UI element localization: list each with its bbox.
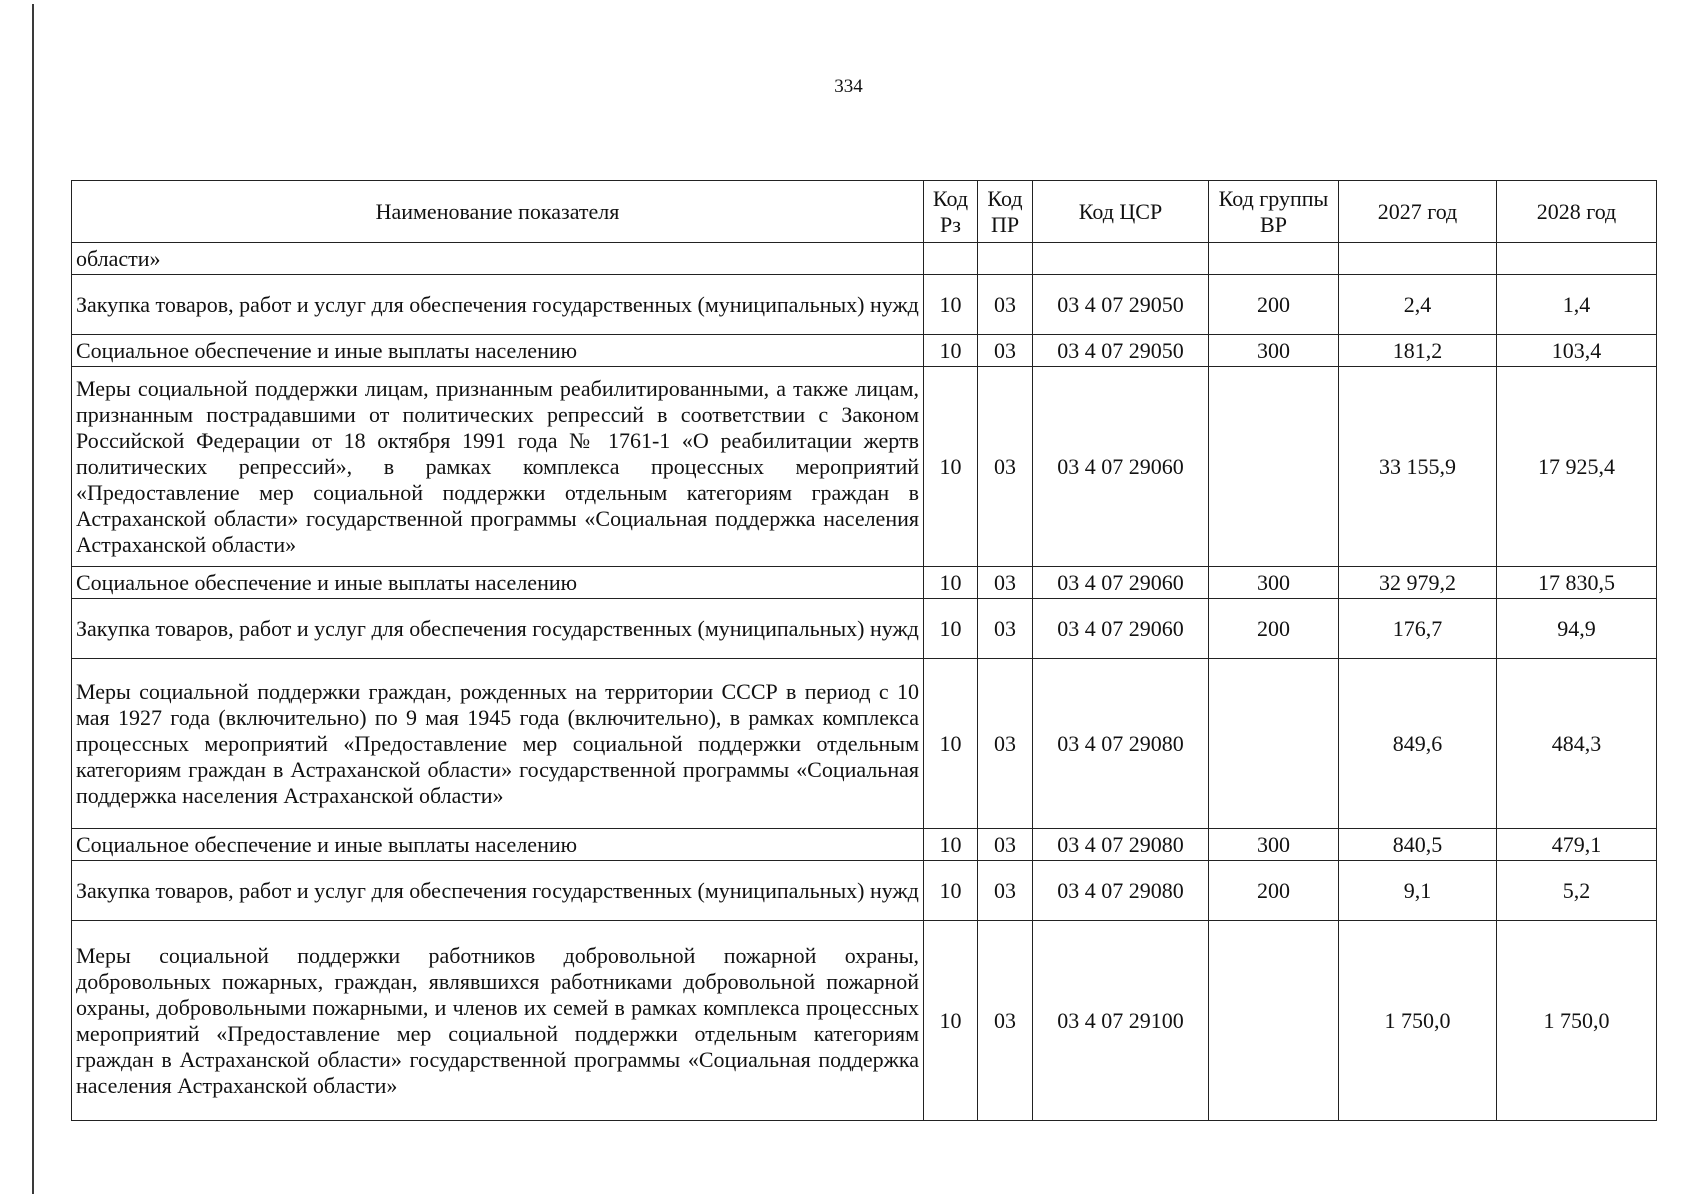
page-number: 334 [834, 76, 863, 97]
row-2027-cell: 176,7 [1339, 599, 1497, 659]
row-2028-cell: 484,3 [1497, 659, 1657, 829]
row-name-cell: области» [72, 243, 924, 275]
row-pr-cell: 03 [978, 921, 1033, 1121]
header-vr: Код группы ВР [1209, 181, 1339, 243]
row-rz-cell: 10 [924, 829, 978, 861]
row-vr-cell: 300 [1209, 335, 1339, 367]
row-pr-cell: 03 [978, 275, 1033, 335]
row-vr-cell: 200 [1209, 861, 1339, 921]
table-row [72, 861, 1657, 921]
row-2028-cell: 103,4 [1497, 335, 1657, 367]
row-csr-cell: 03 4 07 29060 [1033, 567, 1209, 599]
row-2028-cell: 17 830,5 [1497, 567, 1657, 599]
table-row [72, 335, 1657, 367]
row-2028-cell: 17 925,4 [1497, 367, 1657, 567]
row-name-cell: Меры социальной поддержки работников добровольной пожарной охраны, добровольных пожарных, граждан, являвшихся работниками добровольной пожарной охраны, добровольными пожарными, и членов их семей в рамках комплекса процессных мероприятий «Предоставление мер социальной поддержки отдельным категориям граждан в Астраханской области» государственной программы «Социальная поддержка населения Астраханской области» [72, 921, 924, 1121]
row-rz-cell [924, 243, 978, 275]
row-2027-cell: 849,6 [1339, 659, 1497, 829]
row-vr-cell [1209, 921, 1339, 1121]
row-rz-cell: 10 [924, 861, 978, 921]
row-rz-cell: 10 [924, 275, 978, 335]
header-name: Наименование показателя [72, 181, 924, 243]
row-pr-cell: 03 [978, 335, 1033, 367]
row-2027-cell: 181,2 [1339, 335, 1497, 367]
row-csr-cell: 03 4 07 29060 [1033, 599, 1209, 659]
row-2027-cell: 840,5 [1339, 829, 1497, 861]
table-row [72, 243, 1657, 275]
table-row [72, 567, 1657, 599]
row-vr-cell [1209, 243, 1339, 275]
row-vr-cell [1209, 659, 1339, 829]
table-header-row [72, 181, 1657, 243]
row-rz-cell: 10 [924, 599, 978, 659]
row-2028-cell: 94,9 [1497, 599, 1657, 659]
row-pr-cell: 03 [978, 367, 1033, 567]
row-2028-cell [1497, 243, 1657, 275]
row-rz-cell: 10 [924, 921, 978, 1121]
row-name-cell: Закупка товаров, работ и услуг для обеспечения государственных (муниципальных) нужд [72, 861, 924, 921]
budget-table [71, 180, 1657, 1121]
row-vr-cell: 200 [1209, 275, 1339, 335]
row-csr-cell: 03 4 07 29080 [1033, 829, 1209, 861]
row-pr-cell: 03 [978, 829, 1033, 861]
row-pr-cell: 03 [978, 599, 1033, 659]
row-2027-cell [1339, 243, 1497, 275]
row-2028-cell: 479,1 [1497, 829, 1657, 861]
row-csr-cell [1033, 243, 1209, 275]
row-vr-cell [1209, 367, 1339, 567]
row-name-cell: Меры социальной поддержки лицам, признанным реабилитированными, а также лицам, признанным пострадавшими от политических репрессий в соответствии с Законом Российской Федерации от 18 октября 1991 года № 1761-1 «О реабилитации жертв политических репрессий», в рамках комплекса процессных мероприятий «Предоставление мер социальной поддержки отдельным категориям граждан в Астраханской области» государственной программы «Социальная поддержка населения Астраханской области» [72, 367, 924, 567]
row-vr-cell: 300 [1209, 829, 1339, 861]
header-2027: 2027 год [1339, 181, 1497, 243]
table-row [72, 599, 1657, 659]
row-rz-cell: 10 [924, 335, 978, 367]
header-rz: Код Рз [924, 181, 978, 243]
row-name-cell: Социальное обеспечение и иные выплаты населению [72, 829, 924, 861]
row-2027-cell: 2,4 [1339, 275, 1497, 335]
header-2028: 2028 год [1497, 181, 1657, 243]
row-name-cell: Закупка товаров, работ и услуг для обеспечения государственных (муниципальных) нужд [72, 599, 924, 659]
row-pr-cell: 03 [978, 861, 1033, 921]
row-name-cell: Меры социальной поддержки граждан, рожденных на территории СССР в период с 10 мая 1927 года (включительно) по 9 мая 1945 года (включительно), в рамках комплекса процессных мероприятий «Предоставление мер социальной поддержки отдельным категориям граждан в Астраханской области» государственной программы «Социальная поддержка населения Астраханской области» [72, 659, 924, 829]
row-csr-cell: 03 4 07 29100 [1033, 921, 1209, 1121]
row-2028-cell: 5,2 [1497, 861, 1657, 921]
row-rz-cell: 10 [924, 367, 978, 567]
row-name-cell: Социальное обеспечение и иные выплаты населению [72, 567, 924, 599]
row-2028-cell: 1 750,0 [1497, 921, 1657, 1121]
row-pr-cell: 03 [978, 659, 1033, 829]
row-2027-cell: 32 979,2 [1339, 567, 1497, 599]
row-name-cell: Социальное обеспечение и иные выплаты населению [72, 335, 924, 367]
row-vr-cell: 200 [1209, 599, 1339, 659]
row-csr-cell: 03 4 07 29050 [1033, 335, 1209, 367]
table-row [72, 829, 1657, 861]
row-csr-cell: 03 4 07 29060 [1033, 367, 1209, 567]
row-csr-cell: 03 4 07 29050 [1033, 275, 1209, 335]
table-row [72, 367, 1657, 567]
row-pr-cell: 03 [978, 567, 1033, 599]
row-csr-cell: 03 4 07 29080 [1033, 861, 1209, 921]
page-binding-line [32, 4, 34, 1194]
table-row [72, 275, 1657, 335]
table-row [72, 659, 1657, 829]
header-csr: Код ЦСР [1033, 181, 1209, 243]
row-2027-cell: 1 750,0 [1339, 921, 1497, 1121]
row-name-cell: Закупка товаров, работ и услуг для обеспечения государственных (муниципальных) нужд [72, 275, 924, 335]
row-2028-cell: 1,4 [1497, 275, 1657, 335]
row-pr-cell [978, 243, 1033, 275]
row-rz-cell: 10 [924, 659, 978, 829]
row-csr-cell: 03 4 07 29080 [1033, 659, 1209, 829]
row-2027-cell: 33 155,9 [1339, 367, 1497, 567]
row-vr-cell: 300 [1209, 567, 1339, 599]
row-2027-cell: 9,1 [1339, 861, 1497, 921]
table-row [72, 921, 1657, 1121]
row-rz-cell: 10 [924, 567, 978, 599]
header-pr: Код ПР [978, 181, 1033, 243]
